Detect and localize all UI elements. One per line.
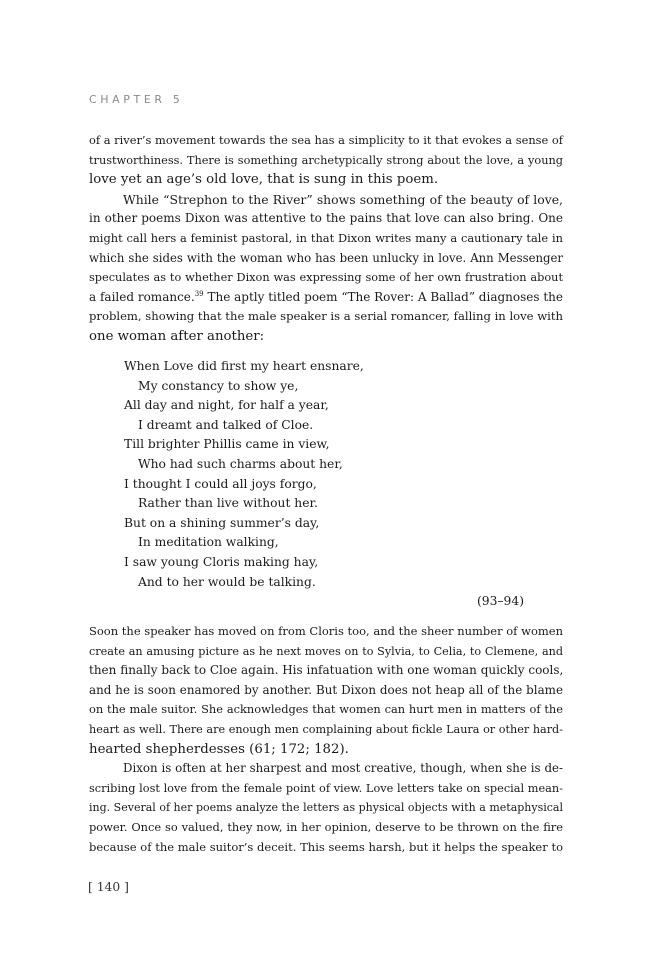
footnote-marker[interactable]: 39 bbox=[194, 289, 204, 298]
verse-line: Till brighter Phillis came in view, bbox=[124, 437, 330, 452]
running-head: CHAPTER 5 bbox=[89, 93, 184, 106]
text-line: speculates as to whether Dixon was expressing some of her own frustration about bbox=[89, 271, 563, 285]
verse-line: In meditation walking, bbox=[138, 535, 279, 550]
paragraph-2 bbox=[89, 190, 563, 347]
text-line: love yet an age’s old love, that is sung in this poem. bbox=[89, 172, 439, 188]
text-line: might call hers a feminist pastoral, in that Dixon writes many a cautionary tale in bbox=[89, 230, 563, 245]
paragraph-1 bbox=[89, 131, 563, 190]
text-line-with-footnote bbox=[89, 288, 563, 308]
verse-line: But on a shining summer’s day, bbox=[124, 515, 320, 530]
body-text-lower bbox=[89, 622, 563, 857]
verse-block bbox=[124, 357, 564, 592]
text-fragment: The aptly titled poem “The Rover: A Ballad” diagnoses the bbox=[203, 289, 564, 304]
text-line: trustworthiness. There is something archetypically strong about the love, a young bbox=[89, 153, 563, 167]
verse-line: All day and night, for half a year, bbox=[124, 398, 329, 413]
text-line: ing. Several of her poems analyze the letters as physical objects with a metaphysical bbox=[89, 801, 563, 815]
verse-line: When Love did first my heart ensnare, bbox=[124, 359, 364, 373]
text-line: Dixon is often at her sharpest and most creative, though, when she is de- bbox=[123, 761, 563, 776]
text-line: one woman after another: bbox=[89, 328, 265, 344]
verse-citation: (93–94) bbox=[476, 594, 524, 608]
page-number: [ 140 ] bbox=[88, 880, 129, 894]
verse-line: I dreamt and talked of Cloe. bbox=[138, 417, 314, 432]
text-line: power. Once so valued, they now, in her opinion, deserve to be thrown on the fire bbox=[89, 819, 563, 834]
verse-line: My constancy to show ye, bbox=[138, 378, 299, 393]
paragraph-4 bbox=[89, 759, 563, 857]
text-line: create an amusing picture as he next moves on to Sylvia, to Celia, to Clemene, and bbox=[89, 644, 563, 658]
text-fragment: a failed romance. bbox=[89, 289, 195, 304]
text-line: on the male suitor. She acknowledges that women can hurt men in matters of the bbox=[89, 702, 563, 717]
text-line: Soon the speaker has moved on from Cloris too, and the sheer number of women bbox=[89, 624, 563, 638]
verse-line: Rather than live without her. bbox=[138, 496, 318, 511]
text-line: because of the male suitor’s deceit. This seems harsh, but it helps the speaker to bbox=[89, 839, 563, 854]
verse-line: And to her would be talking. bbox=[138, 574, 316, 589]
text-line: which she sides with the woman who has been unlucky in love. Ann Messenger bbox=[89, 250, 563, 265]
text-line: and he is soon enamored by another. But Dixon does not heap all of the blame bbox=[89, 682, 563, 697]
text-line: scribing lost love from the female point of view. Love letters take on special mean- bbox=[89, 781, 563, 795]
text-line: in other poems Dixon was attentive to the pains that love can also bring. One bbox=[89, 211, 563, 226]
body-text-upper bbox=[89, 131, 563, 347]
paragraph-3 bbox=[89, 622, 563, 759]
verse-line: I thought I could all joys forgo, bbox=[124, 476, 317, 491]
verse-line: I saw young Cloris making hay, bbox=[124, 554, 319, 569]
text-line: then finally back to Cloe again. His infatuation with one woman quickly cools, bbox=[89, 663, 564, 678]
text-line: of a river’s movement towards the sea has a simplicity to it that evokes a sense of bbox=[89, 133, 563, 147]
text-line: problem, showing that the male speaker is a serial romancer, falling in love with bbox=[89, 309, 563, 324]
verse-line: Who had such charms about her, bbox=[138, 456, 343, 471]
text-line: hearted shepherdesses (61; 172; 182). bbox=[89, 741, 349, 757]
text-line: heart as well. There are enough men complaining about fickle Laura or other hard- bbox=[89, 722, 563, 736]
text-line: While “Strephon to the River” shows something of the beauty of love, bbox=[123, 191, 563, 207]
